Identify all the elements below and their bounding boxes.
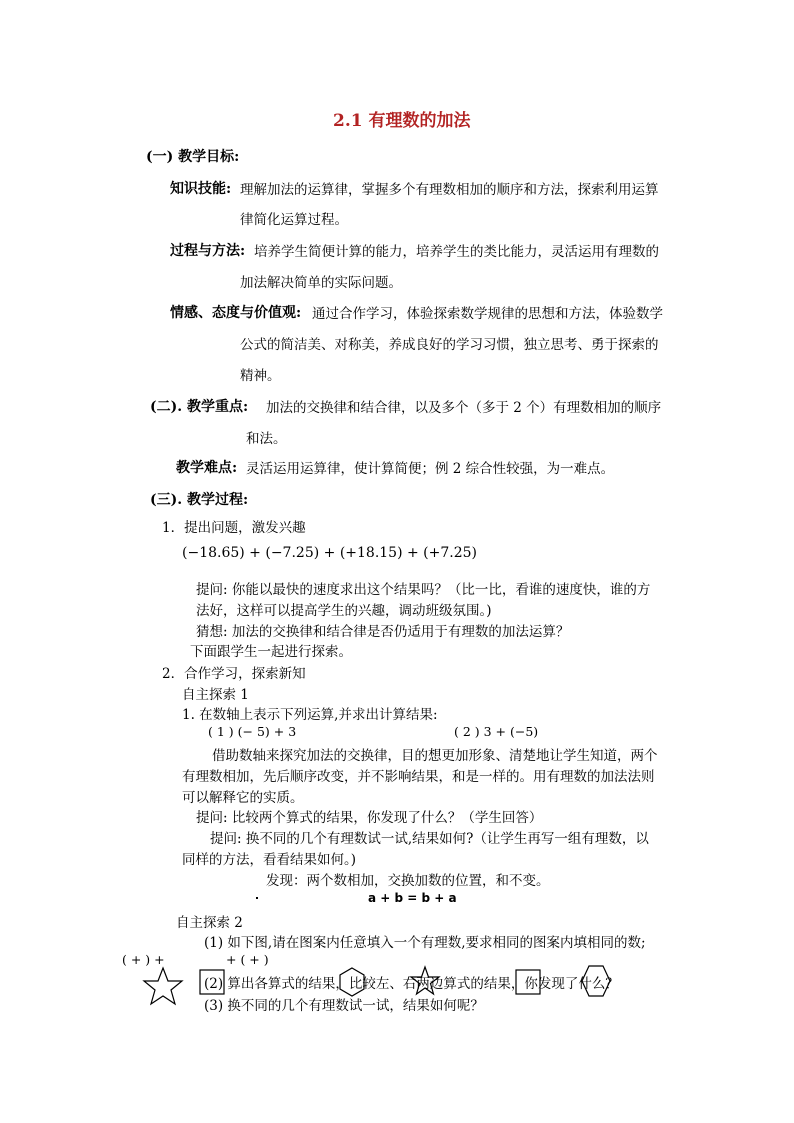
question-1b: ( 2 ) 3 + (−5): [454, 724, 539, 739]
knowledge-line-2: 律简化运算过程。: [240, 212, 348, 228]
square-icon: [514, 968, 542, 996]
difficulty-label: 教学难点:: [176, 460, 238, 476]
square-icon: [198, 968, 226, 996]
guess-text: 猜想: 加法的交换律和结合律是否仍适用于有理数的加法运算？: [196, 624, 570, 640]
commutative-formula: a + b = b + a: [368, 891, 457, 905]
star-icon: [410, 966, 440, 996]
instruction-3: (3) 换不同的几个有理数试一试，结果如何呢？: [204, 998, 484, 1014]
self-explore-1: 自主探索 1: [182, 687, 249, 703]
knowledge-label: 知识技能:: [170, 181, 232, 197]
ask-2: 提问: 比较两个算式的结果，你发现了什么？（学生回答）: [196, 810, 543, 826]
finding-text: 发现：两个数相加，交换加数的位置，和不变。: [266, 873, 550, 889]
paragraph-line-2: 有理数相加，先后顺序改变，并不影响结果，和是一样的。用有理数的加法法则: [182, 769, 655, 785]
emotion-line-2: 公式的简洁美、对称美，养成良好的学习习惯，独立思考、勇于探索的: [240, 337, 659, 353]
hexagon-icon: [338, 966, 366, 998]
key-points-line-2: 和法。: [246, 431, 287, 447]
section-2-heading: (二). 教学重点:: [150, 399, 249, 415]
shape-row-left: ( + ) +: [122, 952, 165, 967]
paragraph-line-1: 借助数轴来探究加法的交换律，目的想更加形象、清楚地让学生知道，两个: [212, 748, 658, 764]
ask-3-line-2: 同样的方法，看看结果如何。): [182, 852, 357, 868]
question-1: 1. 在数轴上表示下列运算,并求出计算结果:: [182, 707, 438, 723]
emotion-label: 情感、态度与价值观:: [170, 305, 302, 321]
section-1-heading: (一) 教学目标:: [146, 149, 240, 165]
star-icon: [142, 966, 184, 1006]
ask-1-line-1: 提问: 你能以最快的速度求出这个结果吗？（比一比，看谁的速度快，谁的方: [196, 582, 651, 598]
expression: (−18.65) + (−7.25) + (+18.15) + (+7.25): [182, 545, 478, 561]
explore-text: 下面跟学生一起进行探索。: [190, 644, 352, 660]
paragraph-line-3: 可以解释它的实质。: [182, 790, 304, 806]
stray-dot: [256, 897, 258, 899]
process-label: 过程与方法:: [170, 243, 246, 259]
process-line-1: 培养学生简便计算的能力，培养学生的类比能力，灵活运用有理数的: [254, 244, 659, 260]
ask-1-line-2: 法好，这样可以提高学生的兴趣，调动班级氛围。): [196, 603, 492, 619]
question-1a: ( 1 ) (− 5) + 3: [208, 724, 297, 739]
process-line-2: 加法解决简单的实际问题。: [240, 275, 402, 291]
section-3-heading: (三). 教学过程:: [150, 492, 249, 508]
step-1: 1．提出问题，激发兴趣: [162, 520, 306, 536]
knowledge-line-1: 理解加法的运算律，掌握多个有理数相加的顺序和方法，探索利用运算: [240, 182, 659, 198]
key-points-line-1: 加法的交换律和结合律，以及多个（多于 2 个）有理数相加的顺序: [266, 400, 662, 416]
page-title: 2.1 有理数的加法: [333, 111, 471, 131]
self-explore-2: 自主探索 2: [176, 915, 243, 931]
hexagon-icon: [580, 964, 612, 998]
difficulty-text: 灵活运用运算律，使计算简便；例 2 综合性较强，为一难点。: [246, 461, 615, 477]
step-2: 2．合作学习，探索新知: [162, 666, 306, 682]
shape-row-right: + ( + ): [226, 952, 269, 967]
emotion-line-1: 通过合作学习，体验探索数学规律的思想和方法，体验数学: [312, 306, 663, 322]
instruction-1: (1) 如下图,请在图案内任意填入一个有理数,要求相同的图案内填相同的数;: [204, 935, 646, 951]
emotion-line-3: 精神。: [240, 368, 281, 384]
instruction-2: (2) 算出各算式的结果，比较左、右两边算式的结果，你发现了什么？: [204, 976, 619, 992]
ask-3-line-1: 提问: 换不同的几个有理数试一试,结果如何?（让学生再写一组有理数，以: [210, 831, 649, 847]
